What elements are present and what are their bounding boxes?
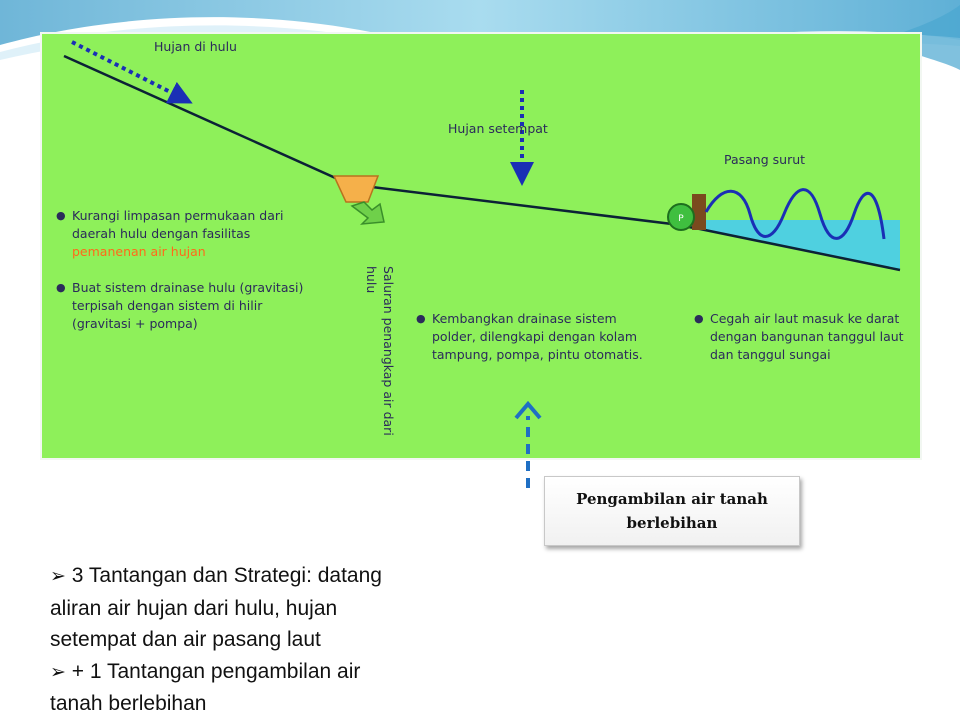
highlight-text: pemanenan air hujan: [72, 244, 206, 259]
label-pasang-surut: Pasang surut: [724, 152, 806, 167]
main-item-2-line-2: tanah berlebihan: [50, 692, 207, 715]
bullet-dot: ●: [694, 312, 704, 325]
outflow-arrow: [352, 202, 384, 224]
pump-label: P: [678, 214, 684, 224]
bullet-arrow-icon: ➢: [50, 566, 66, 587]
sea-wall: [692, 194, 706, 230]
sea-water: [700, 220, 900, 270]
callout-line-1: Pengambilan air tanah: [576, 490, 768, 508]
main-item-1-line-3: setempat dan air pasang laut: [50, 628, 321, 651]
catchment-basin: [334, 176, 378, 202]
groundwater-arrow: [510, 398, 546, 492]
main-item-1-line-2: aliran air hujan dari hulu, hujan: [50, 596, 338, 620]
middle-bullet: ● Kembangkan drainase sistem polder, dilengkapi dengan kolam tampung, pompa, pintu otomatis.: [416, 311, 643, 362]
left-bullet-1: ● Kurangi limpasan permukaan dari daerah hulu dengan fasilitas pemanenan air hujan: [56, 208, 284, 259]
label-hujan-hulu: Hujan di hulu: [154, 39, 237, 54]
left-bullet-2: ● Buat sistem drainase hulu (gravitasi) terpisah dengan sistem di hilir (gravitasi + pompa): [56, 280, 304, 331]
diagram-panel: [40, 32, 922, 460]
bullet-dot: ●: [56, 209, 66, 222]
main-item-1-line-1: ➢ 3 Tantangan dan Strategi: datang: [50, 564, 382, 587]
bullet-dot: ●: [56, 281, 66, 294]
right-bullet: ● Cegah air laut masuk ke darat dengan bangunan tanggul laut dan tanggul sungai: [694, 311, 904, 362]
bullet-arrow-icon: ➢: [50, 661, 66, 683]
vertical-channel-label: Saluran penangkap air dari hulu: [364, 266, 396, 436]
main-item-2-line-1: ➢ + 1 Tantangan pengambilan air: [50, 659, 361, 683]
callout-line-2: berlebihan: [626, 514, 718, 532]
main-text: [50, 560, 512, 720]
bullet-dot: ●: [416, 312, 426, 325]
label-hujan-setempat: Hujan setempat: [448, 121, 548, 136]
groundwater-callout: [544, 476, 800, 546]
